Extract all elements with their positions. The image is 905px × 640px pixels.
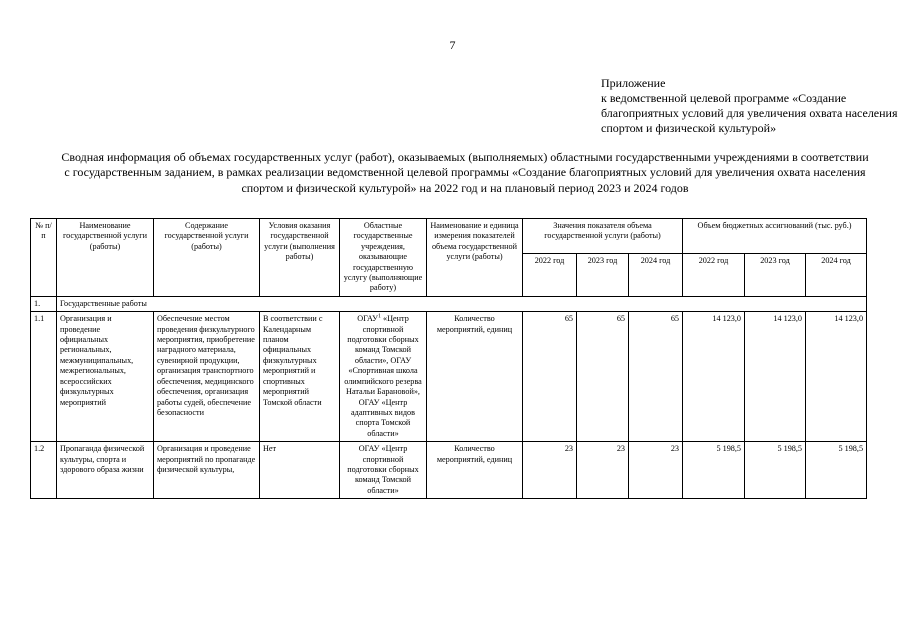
content-cell: Обеспечение местом проведения физкультурного мероприятия, приобретение наградного материала, сувенирной продукции, организация транспортного обеспечения, медицинского обеспечения, организация работы судей, обеспечение безопасности: [154, 312, 260, 442]
col-header-num: № п/п: [31, 219, 57, 297]
indicator-cell: Количество мероприятий, единиц: [427, 442, 523, 499]
institution-list: ОГАУ «Центр спортивной подготовки сборных команд Томской области»: [347, 444, 419, 495]
budget-2023-cell: 5 198,5: [745, 442, 806, 499]
value-2023-cell: 23: [577, 442, 629, 499]
col-header-budget-2024: 2024 год: [806, 254, 867, 297]
section-num: 1.: [31, 296, 57, 311]
col-header-budget-2022: 2022 год: [683, 254, 745, 297]
value-2022-cell: 23: [523, 442, 577, 499]
service-name-cell: Пропаганда физической культуры, спорта и здорового образа жизни: [57, 442, 154, 499]
budget-2024-cell: 5 198,5: [806, 442, 867, 499]
value-2023-cell: 65: [577, 312, 629, 442]
indicator-cell: Количество мероприятий, единиц: [427, 312, 523, 442]
value-2024-cell: 65: [629, 312, 683, 442]
col-header-values-2022: 2022 год: [523, 254, 577, 297]
page-number: 7: [449, 38, 456, 52]
row-num: 1.2: [31, 442, 57, 499]
col-header-service-name: Наименование государственной услуги (работы): [57, 219, 154, 297]
conditions-cell: В соответствии с Календарным планом официальных физкультурных мероприятий и спортивных мероприятий Томской области: [260, 312, 340, 442]
service-name-cell: Организация и проведение официальных региональных, межмуниципальных, межрегиональных, всероссийских физкультурных мероприятий: [57, 312, 154, 442]
institutions-cell: [340, 312, 427, 442]
section-title: Государственные работы: [57, 296, 867, 311]
col-header-institutions: Областные государственные учреждения, оказывающие государственную услугу (выполняющие работу): [340, 219, 427, 297]
institution-list: «Центр спортивной подготовки сборных команд Томской области», ОГАУ «Спортивная школа олимпийского резерва Натальи Барановой», ОГАУ «Центр адаптивных видов спорта Томской области»: [344, 314, 422, 438]
institution-prefix: ОГАУ: [357, 314, 378, 324]
footnote-marker: 1: [377, 313, 381, 320]
col-header-indicator: Наименование и единица измерения показателей объема государственной услуги (работы): [427, 219, 523, 297]
budget-2022-cell: 14 123,0: [683, 312, 745, 442]
table-row: [31, 312, 867, 442]
appendix-title: Приложение: [601, 76, 666, 90]
appendix-header: [601, 76, 901, 136]
content-cell: Организация и проведение мероприятий по пропаганде физической культуры,: [154, 442, 260, 499]
col-header-values-2024: 2024 год: [629, 254, 683, 297]
col-header-values-group: Значения показателя объема государственной услуги (работы): [523, 219, 683, 254]
conditions-cell: Нет: [260, 442, 340, 499]
header-row: [31, 219, 867, 254]
value-2024-cell: 23: [629, 442, 683, 499]
value-2022-cell: 65: [523, 312, 577, 442]
appendix-subtitle: к ведомственной целевой программе «Создание благоприятных условий для увеличения охвата населения спортом и физической культурой»: [601, 91, 898, 135]
col-header-conditions: Условия оказания государственной услуги (выполнения работы): [260, 219, 340, 297]
budget-2022-cell: 5 198,5: [683, 442, 745, 499]
table-row: [31, 442, 867, 499]
col-header-budget-2023: 2023 год: [745, 254, 806, 297]
col-header-values-2023: 2023 год: [577, 254, 629, 297]
budget-2024-cell: 14 123,0: [806, 312, 867, 442]
col-header-content: Содержание государственной услуги (работы): [154, 219, 260, 297]
institutions-cell: [340, 442, 427, 499]
document-heading: Сводная информация об объемах государственных услуг (работ), оказываемых (выполняемых) областными государственными учреждениями в соответствии с государственным заданием, в рамках реализации ведомственной целевой программы «Создание благоприятных условий для увеличения охвата населения спортом и физической культурой» на 2022 год и на плановый период 2023 и 2024 годов: [61, 150, 869, 195]
row-num: 1.1: [31, 312, 57, 442]
col-header-budget-group: Объем бюджетных ассигнований (тыс. руб.): [683, 219, 867, 254]
section-row: [31, 296, 867, 311]
budget-2023-cell: 14 123,0: [745, 312, 806, 442]
services-table: [30, 218, 867, 499]
